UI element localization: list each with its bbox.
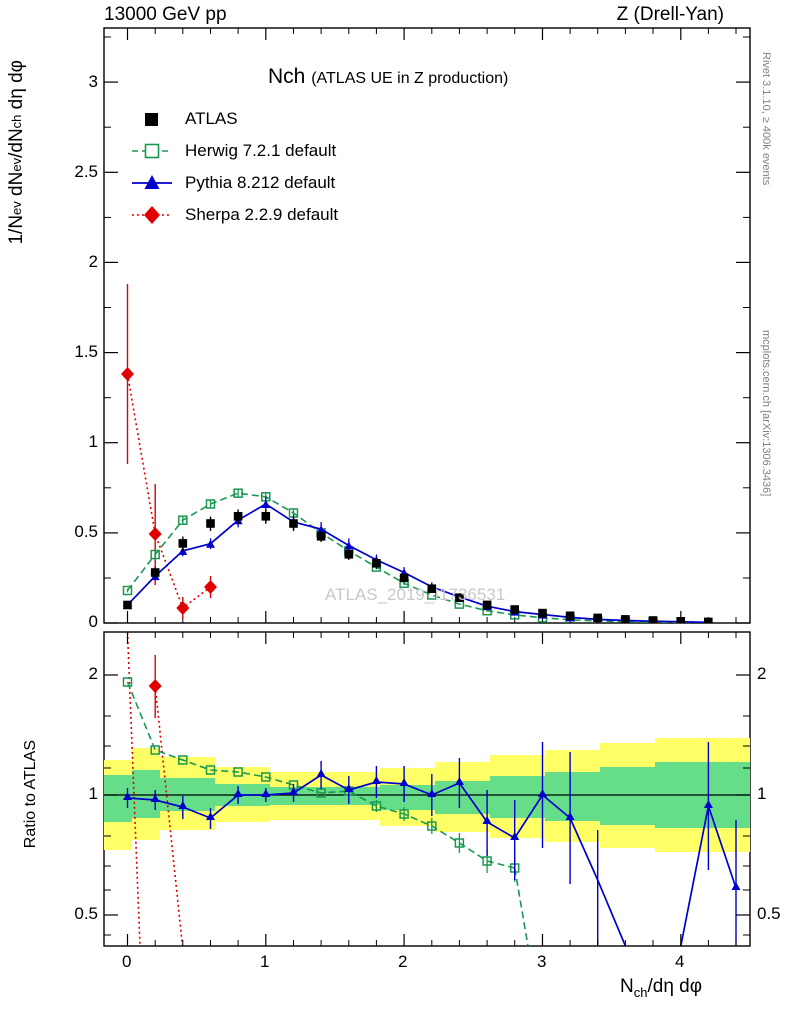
legend-marker-atlas [145, 113, 158, 126]
legend-label-sherpa: Sherpa 2.2.9 default [185, 205, 339, 224]
legend-marker-herwig [132, 145, 172, 158]
y-tick-label-1: 1 [88, 432, 98, 451]
header-right: Z (Drell-Yan) [616, 4, 724, 25]
y-tick-label-3: 3 [88, 72, 98, 91]
ratio-y-tick-label-1-right: 1 [757, 784, 767, 803]
legend-marker-pythia [132, 175, 172, 189]
x-tick-label-0: 0 [122, 952, 132, 971]
x-tick-label-4: 4 [675, 952, 685, 971]
analysis-watermark: ATLAS_2019_I1736531 [325, 585, 506, 604]
y-tick-label-0: 0 [88, 612, 98, 631]
ratio-y-tick-label-2-right: 2 [757, 664, 767, 683]
x-tick-label-1: 1 [260, 952, 270, 971]
x-tick-label-3: 3 [537, 952, 547, 971]
plot-title-main: Nch [268, 65, 306, 88]
x-tick-label-2: 2 [398, 952, 408, 971]
rivet-version-label: Rivet 3.1.10, ≥ 400k events [760, 52, 772, 186]
y-tick-label-2p5: 2.5 [74, 162, 98, 181]
y-tick-label-0p5: 0.5 [74, 522, 98, 541]
ratio-y-tick-label-2-left: 2 [88, 664, 98, 683]
arxiv-label: mcplots.cern.ch [arXiv:1306.3436] [760, 330, 772, 497]
ratio-axis-title: Ratio to ATLAS [22, 740, 39, 849]
header-left: 13000 GeV pp [104, 4, 227, 25]
ratio-y-tick-label-0p5-left: 0.5 [74, 904, 98, 923]
y-tick-label-2: 2 [88, 252, 98, 271]
plot-title-paren: (ATLAS UE in Z production) [311, 70, 509, 87]
y-axis-title: 1/Nev dNev/dNch dη dφ [6, 60, 27, 245]
legend-marker-sherpa [132, 206, 172, 224]
legend-label-pythia: Pythia 8.212 default [185, 173, 336, 192]
legend-label-herwig: Herwig 7.2.1 default [185, 141, 337, 160]
ratio-y-tick-label-0p5-right: 0.5 [757, 904, 781, 923]
ratio-y-tick-label-1-left: 1 [88, 784, 98, 803]
plot-title [268, 65, 508, 89]
y-tick-label-1p5: 1.5 [74, 342, 98, 361]
legend-label-atlas: ATLAS [185, 109, 238, 128]
x-axis-label: $N_{ch}/d\eta$ dφ [620, 976, 703, 1000]
